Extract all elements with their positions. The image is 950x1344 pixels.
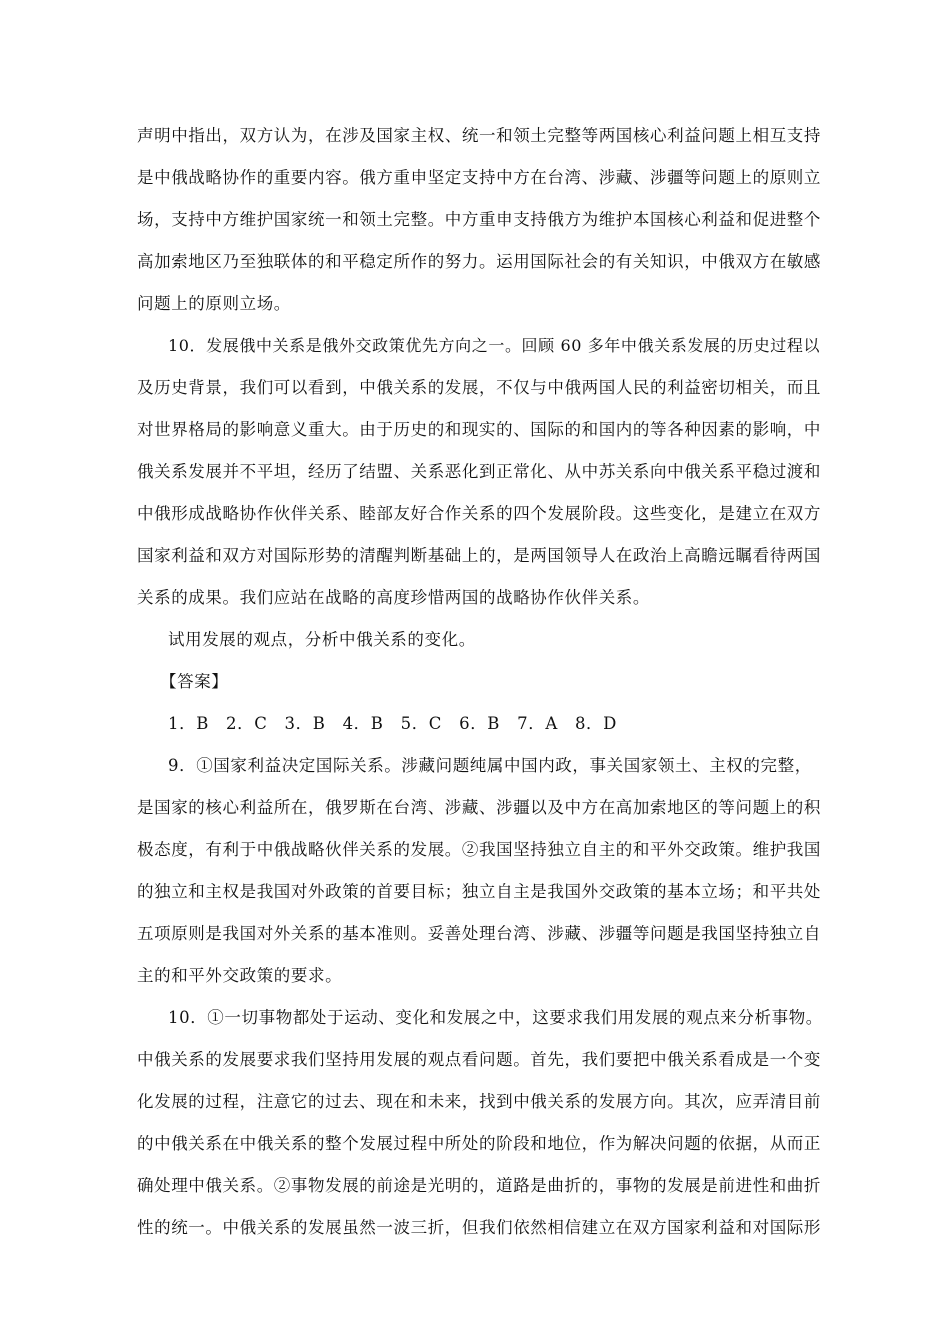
text-line: 对世界格局的影响意义重大。由于历史的和现实的、国际的和国内的等各种因素的影响，中 xyxy=(137,420,821,439)
text-line: 化发展的过程，注意它的过去、现在和未来，找到中俄关系的发展方向。其次，应弄清目前 xyxy=(137,1092,821,1111)
text-line: 五项原则是我国对外关系的基本准则。妥善处理台湾、涉藏、涉疆等问题是我国坚持独立自 xyxy=(137,924,821,943)
text-line: 的独立和主权是我国对外政策的首要目标；独立自主是我国外交政策的基本立场；和平共处 xyxy=(137,882,821,901)
text-line: 性的统一。中俄关系的发展虽然一波三折，但我们依然相信建立在双方国家利益和对国际形 xyxy=(137,1218,821,1237)
answer-10: 10．①一切事物都处于运动、变化和发展之中，这要求我们用发展的观点来分析事物。 xyxy=(168,1008,823,1027)
text-line: 俄关系发展并不平坦，经历了结盟、关系恶化到正常化、从中苏关系向中俄关系平稳过渡和 xyxy=(137,462,821,481)
text-line: 中俄形成战略协作伙伴关系、睦部友好合作关系的四个发展阶段。这些变化，是建立在双方 xyxy=(137,504,821,523)
answer-9: 9．①国家利益决定国际关系。涉藏问题纯属中国内政，事关国家领土、主权的完整， xyxy=(168,756,812,775)
question-prompt: 试用发展的观点，分析中俄关系的变化。 xyxy=(168,630,476,649)
text-line: 确处理中俄关系。②事物发展的前途是光明的，道路是曲折的，事物的发展是前进性和曲折 xyxy=(137,1176,821,1195)
text-line: 高加索地区乃至独联体的和平稳定所作的努力。运用国际社会的有关知识，中俄双方在敏感 xyxy=(137,252,821,271)
text-line: 极态度，有利于中俄战略伙伴关系的发展。②我国坚持独立自主的和平外交政策。维护我国 xyxy=(137,840,821,859)
text-line: 是国家的核心利益所在，俄罗斯在台湾、涉藏、涉疆以及中方在高加索地区的等问题上的积 xyxy=(137,798,821,817)
text-line: 关系的成果。我们应站在战略的高度珍惜两国的战略协作伙伴关系。 xyxy=(137,588,650,607)
text-line: 声明中指出，双方认为，在涉及国家主权、统一和领土完整等两国核心利益问题上相互支持 xyxy=(137,126,821,145)
text-line: 是中俄战略协作的重要内容。俄方重申坚定支持中方在台湾、涉藏、涉疆等问题上的原则立 xyxy=(137,168,821,187)
text-line: 问题上的原则立场。 xyxy=(137,294,291,313)
text-line: 中俄关系的发展要求我们坚持用发展的观点看问题。首先，我们要把中俄关系看成是一个变 xyxy=(137,1050,821,1069)
text-line: 主的和平外交政策的要求。 xyxy=(137,966,343,985)
text-line: 及历史背景，我们可以看到，中俄关系的发展，不仅与中俄两国人民的利益密切相关，而且 xyxy=(137,378,821,397)
answer-key: 1．B 2．C 3．B 4．B 5．C 6．B 7．A 8．D xyxy=(168,714,617,733)
text-line: 国家利益和双方对国际形势的清醒判断基础上的，是两国领导人在政治上高瞻远瞩看待两国 xyxy=(137,546,821,565)
answer-heading: 【答案】 xyxy=(160,672,229,691)
question-10: 10．发展俄中关系是俄外交政策优先方向之一。回顾 60 多年中俄关系发展的历史过程以 xyxy=(168,336,821,355)
text-line: 场，支持中方维护国家统一和领土完整。中方重申支持俄方为维护本国核心利益和促进整个 xyxy=(137,210,821,229)
text-line: 的中俄关系在中俄关系的整个发展过程中所处的阶段和地位，作为解决问题的依据，从而正 xyxy=(137,1134,821,1153)
